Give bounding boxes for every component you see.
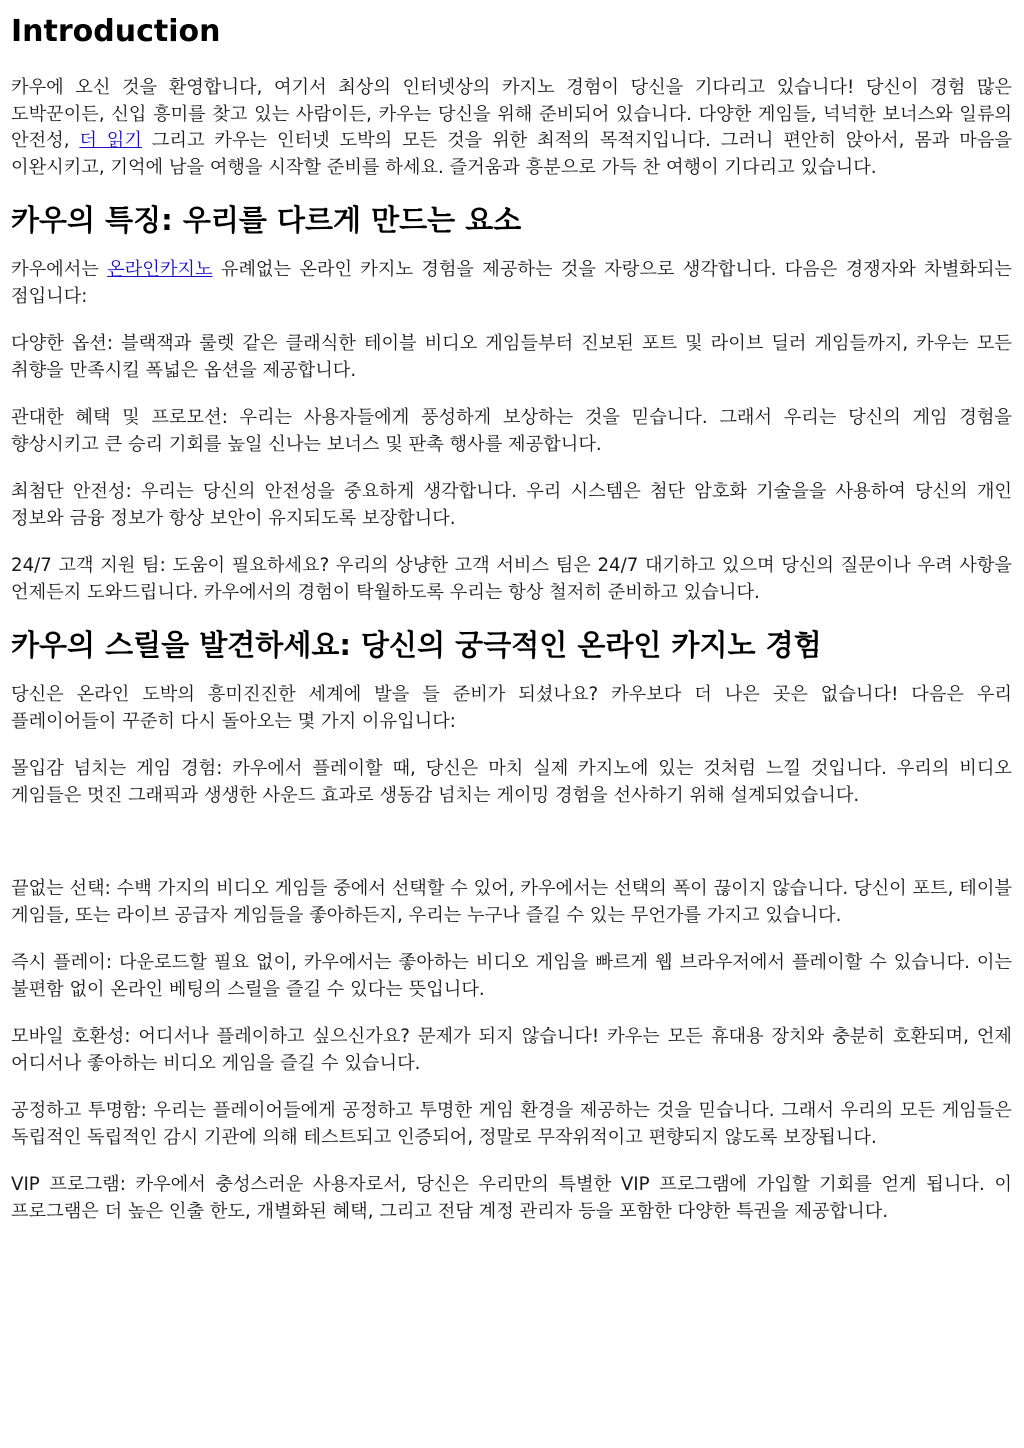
- thrill-paragraph-mobile: 모바일 호환성: 어디서나 플레이하고 싶으신가요? 문제가 되지 않습니다! 카우는 모든 휴대용 장치와 충분히 호환되며, 언제 어디서나 좋아하는 비디오 게임을 즐길 수 있습니다.: [11, 1026, 1012, 1074]
- thrill-paragraph-choice: 끝없는 선택: 수백 가지의 비디오 게임들 중에서 선택할 수 있어, 카우에서는 선택의 폭이 끊이지 않습니다. 당신이 포트, 테이블 게임들, 또는 라이브 공급자 게임들을 좋아하든지, 우리는 누구나 즐길 수 있는 무언가를 가지고 있습니다.: [11, 878, 1012, 926]
- intro-paragraph: [11, 75, 1012, 181]
- intro-text-before: 카우에 오신 것을 환영합니다, 여기서 최상의 인터넷상의 카지노 경험이 당신을 기다리고 있습니다! 당신이 경험 많은 도박꾼이든, 신입 흥미를 찾고 있는 사람이든, 카우는 당신을 위해 준비되어 있습니다. 다양한 게임들, 넉넉한 보너스와 일류의 안전성,: [11, 77, 1012, 151]
- features-intro-paragraph: [11, 257, 1012, 310]
- feature-paragraph-support: 24/7 고객 지원 팀: 도움이 필요하세요? 우리의 상냥한 고객 서비스 팀은 24/7 대기하고 있으며 당신의 질문이나 우려 사항을 언제든지 도와드립니다. 카우에서의 경험이 탁월하도록 우리는 항상 철저히 준비하고 있습니다.: [11, 555, 1012, 603]
- features-heading: 카우의 특징: 우리를 다르게 만드는 요소: [11, 203, 522, 237]
- feature-paragraph-security: 최첨단 안전성: 우리는 당신의 안전성을 중요하게 생각합니다. 우리 시스템은 첨단 암호화 기술을을 사용하여 당신의 개인 정보와 금융 정보가 항상 보안이 유지되도록 보장합니다.: [11, 481, 1012, 529]
- thrill-heading: 카우의 스릴을 발견하세요: 당신의 궁극적인 온라인 카지노 경험: [11, 628, 822, 662]
- thrill-paragraph-instant: 즉시 플레이: 다운로드할 필요 없이, 카우에서는 좋아하는 비디오 게임을 빠르게 웹 브라우저에서 플레이할 수 있습니다. 이는 불편함 없이 온라인 베팅의 스릴을 즐길 수 있다는 뜻입니다.: [11, 952, 1012, 1000]
- read-more-link[interactable]: 더 읽기: [79, 130, 142, 151]
- features-text-after: 유례없는 온라인 카지노 경험을 제공하는 것을 자랑으로 생각합니다. 다음은 경쟁자와 차별화되는 점입니다:: [11, 259, 1012, 307]
- feature-paragraph-bonus: 관대한 혜택 및 프로모션: 우리는 사용자들에게 풍성하게 보상하는 것을 믿습니다. 그래서 우리는 당신의 게임 경험을 향상시키고 큰 승리 기회를 높일 신나는 보너스 및 판촉 행사를 제공합니다.: [11, 407, 1012, 455]
- features-text-before: 카우에서는: [11, 259, 108, 280]
- thrill-paragraph-fair: 공정하고 투명함: 우리는 플레이어들에게 공정하고 투명한 게임 환경을 제공하는 것을 믿습니다. 그래서 우리의 모든 게임들은 독립적인 독립적인 감시 기관에 의해 테스트되고 인증되어, 정말로 무작위적이고 편향되지 않도록 보장됩니다.: [11, 1100, 1012, 1148]
- thrill-paragraph-immersive: 몰입감 넘치는 게임 경험: 카우에서 플레이할 때, 당신은 마치 실제 카지노에 있는 것처럼 느낄 것입니다. 우리의 비디오 게임들은 멋진 그래픽과 생생한 사운드 효과로 생동감 넘치는 게이밍 경험을 선사하기 위해 설계되었습니다.: [11, 758, 1012, 806]
- section-spacer: [11, 830, 1012, 876]
- thrill-paragraph-vip: VIP 프로그램: 카우에서 충성스러운 사용자로서, 당신은 우리만의 특별한 VIP 프로그램에 가입할 기회를 얻게 됩니다. 이 프로그램은 더 높은 인출 한도, 개별화된 혜택, 그리고 전담 계정 관리자 등을 포함한 다양한 특권을 제공합니다.: [11, 1174, 1012, 1222]
- intro-heading: Introduction: [11, 14, 221, 49]
- feature-paragraph-variety: 다양한 옵션: 블랙잭과 룰렛 같은 클래식한 테이블 비디오 게임들부터 진보된 포트 및 라이브 딜러 게임들까지, 카우는 모든 취향을 만족시킬 폭넓은 옵션을 제공합니다.: [11, 333, 1012, 381]
- online-casino-link[interactable]: 온라인카지노: [107, 259, 213, 280]
- thrill-intro-paragraph: 당신은 온라인 도박의 흥미진진한 세계에 발을 들 준비가 되셨나요? 카우보다 더 나은 곳은 없습니다! 다음은 우리 플레이어들이 꾸준히 다시 돌아오는 몇 가지 이유입니다:: [11, 684, 1012, 732]
- intro-text-after: 그리고 카우는 인터넷 도박의 모든 것을 위한 최적의 목적지입니다. 그러니 편안히 앉아서, 몸과 마음을 이완시키고, 기억에 남을 여행을 시작할 준비를 하세요. 즐거움과 흥분으로 가득 찬 여행이 기다리고 있습니다.: [11, 130, 1012, 178]
